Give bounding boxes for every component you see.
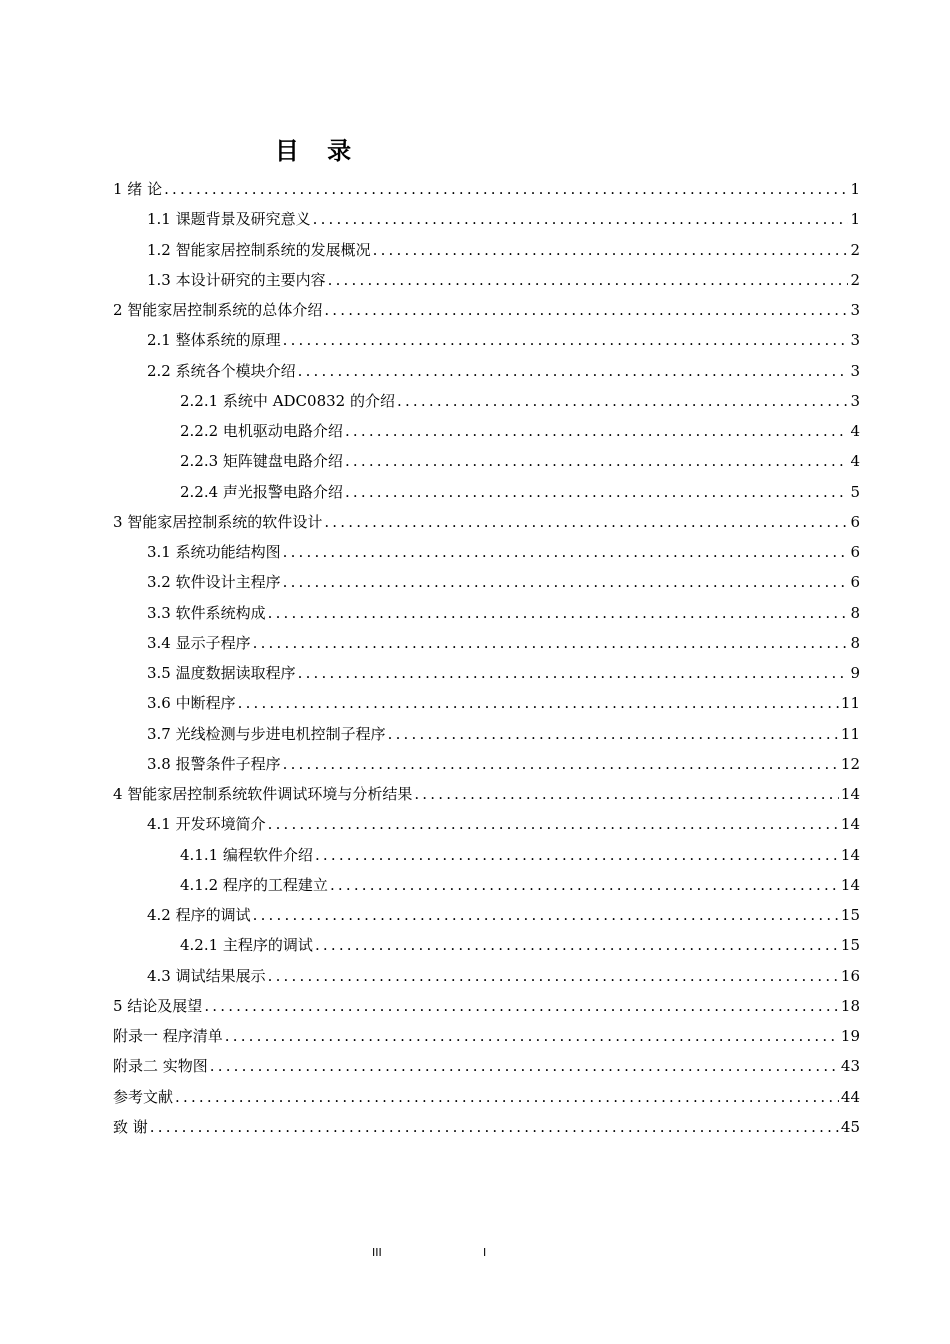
toc-entry-page-number: 1 [850, 210, 860, 229]
toc-entry-page-number: 18 [840, 996, 860, 1015]
toc-entry-page-number: 19 [840, 1027, 860, 1045]
toc-dot-leader [397, 386, 848, 416]
toc-entry-title: 3.2 软件设计主程序 [147, 573, 281, 592]
toc-entry[interactable] [147, 628, 860, 658]
toc-entry-page-number: 1 [850, 180, 860, 198]
toc-dot-leader [298, 356, 848, 386]
toc-entry[interactable] [113, 1082, 860, 1112]
toc-entry-page-number: 44 [840, 1087, 860, 1106]
toc-dot-leader [210, 1051, 839, 1081]
toc-entry-page-number: 3 [850, 361, 860, 380]
toc-entry-title: 3.6 中断程序 [147, 694, 236, 713]
toc-entry-page-number: 11 [840, 724, 860, 743]
toc-entry[interactable] [113, 1021, 860, 1051]
toc-entry-page-number: 43 [840, 1057, 860, 1076]
toc-entry[interactable] [113, 507, 860, 537]
toc-entry-page-number: 15 [840, 936, 860, 955]
toc-entry-title: 3.4 显示子程序 [147, 633, 251, 652]
toc-entry-title: 4.1.1 编程软件介绍 [180, 845, 313, 864]
toc-entry-title: 5 结论及展望 [113, 996, 203, 1015]
toc-dot-leader [283, 325, 848, 355]
toc-entry-title: 4 智能家居控制系统软件调试环境与分析结果 [113, 785, 413, 803]
toc-entry[interactable] [147, 567, 860, 597]
toc-entry[interactable] [147, 900, 860, 930]
toc-dot-leader [324, 507, 848, 537]
toc-dot-leader [268, 961, 839, 991]
toc-entry[interactable] [113, 991, 860, 1021]
toc-entry-page-number: 3 [850, 391, 860, 410]
toc-dot-leader [253, 900, 839, 930]
footer-roman-page-number: III [372, 1246, 382, 1259]
toc-entry-page-number: 2 [850, 270, 860, 289]
toc-entry-title: 2.2.1 系统中 ADC0832 的介绍 [180, 391, 395, 410]
toc-entry[interactable] [147, 809, 860, 839]
toc-entry-title: 3.5 温度数据读取程序 [147, 664, 296, 682]
toc-dot-leader [268, 809, 839, 839]
toc-entry[interactable] [147, 204, 860, 234]
toc-entry-page-number: 8 [850, 633, 860, 652]
toc-entry[interactable] [180, 386, 860, 416]
toc-entry-title: 4.2.1 主程序的调试 [180, 936, 313, 955]
toc-dot-leader [330, 870, 839, 900]
toc-entry-page-number: 8 [850, 603, 860, 622]
toc-entry-title: 1.2 智能家居控制系统的发展概况 [147, 240, 371, 259]
toc-entry-title: 3 智能家居控制系统的软件设计 [113, 512, 323, 531]
toc-entry-page-number: 6 [850, 543, 860, 561]
toc-dot-leader [298, 658, 848, 688]
footer-page-number: I [483, 1246, 487, 1259]
toc-entry[interactable] [180, 930, 860, 960]
toc-entry-title: 3.8 报警条件子程序 [147, 754, 281, 773]
toc-dot-leader [225, 1021, 839, 1051]
toc-dot-leader [373, 235, 848, 265]
toc-entry[interactable] [147, 356, 860, 386]
toc-entry[interactable] [113, 779, 860, 809]
toc-entry[interactable] [147, 749, 860, 779]
toc-entry-title: 1.3 本设计研究的主要内容 [147, 270, 326, 289]
toc-dot-leader [345, 446, 848, 476]
page-title: 目 录 [274, 137, 362, 165]
toc-entry-page-number: 12 [840, 754, 860, 773]
toc-entry-title: 4.3 调试结果展示 [147, 966, 266, 985]
toc-entry-page-number: 3 [850, 301, 860, 319]
toc-dot-leader [324, 295, 848, 325]
toc-entry-title: 2.2.3 矩阵键盘电路介绍 [180, 452, 343, 471]
toc-entry-page-number: 14 [840, 815, 860, 834]
toc-entry-page-number: 3 [850, 331, 860, 350]
toc-dot-leader [283, 749, 839, 779]
toc-entry[interactable] [180, 446, 860, 476]
toc-entry[interactable] [147, 537, 860, 567]
toc-entry-page-number: 11 [840, 694, 860, 713]
toc-entry[interactable] [147, 265, 860, 295]
toc-entry[interactable] [180, 477, 860, 507]
toc-dot-leader [414, 779, 839, 809]
toc-entry-page-number: 14 [840, 875, 860, 894]
toc-entry-title: 2.1 整体系统的原理 [147, 331, 281, 350]
toc-entry[interactable] [147, 658, 860, 688]
toc-entry-title: 致 谢 [113, 1117, 148, 1136]
toc-entry[interactable] [113, 1112, 860, 1142]
toc-dot-leader [328, 265, 848, 295]
toc-entry-title: 4.1.2 程序的工程建立 [180, 875, 328, 894]
toc-entry[interactable] [113, 174, 860, 204]
toc-entry-page-number: 45 [840, 1117, 860, 1136]
toc-dot-leader [268, 598, 848, 628]
toc-entry-title: 2.2.4 声光报警电路介绍 [180, 482, 343, 501]
toc-entry[interactable] [113, 295, 860, 325]
toc-entry-page-number: 14 [840, 845, 860, 864]
toc-entry-page-number: 6 [850, 512, 860, 531]
toc-entry-title: 1.1 课题背景及研究意义 [147, 210, 311, 229]
toc-entry[interactable] [147, 719, 860, 749]
toc-dot-leader [204, 991, 839, 1021]
toc-entry-title: 1 绪 论 [113, 180, 163, 198]
toc-entry-title: 4.1 开发环境简介 [147, 815, 266, 834]
toc-entry[interactable] [180, 416, 860, 446]
toc-dot-leader [283, 567, 848, 597]
toc-dot-leader [253, 628, 848, 658]
toc-dot-leader [283, 537, 848, 567]
toc-dot-leader [345, 477, 848, 507]
toc-dot-leader [315, 930, 839, 960]
toc-entry[interactable] [113, 1051, 860, 1081]
toc-dot-leader [238, 688, 839, 718]
toc-dot-leader [313, 204, 848, 234]
toc-dot-leader [388, 719, 839, 749]
toc-entry-title: 3.1 系统功能结构图 [147, 543, 281, 561]
toc-entry-page-number: 15 [840, 906, 860, 924]
toc-dot-leader [345, 416, 848, 446]
toc-entry-page-number: 4 [850, 422, 860, 440]
toc-entry[interactable] [147, 688, 860, 718]
toc-entry-page-number: 2 [850, 240, 860, 259]
toc-entry[interactable] [147, 961, 860, 991]
toc-dot-leader [175, 1082, 839, 1112]
toc-entry[interactable] [147, 325, 860, 355]
toc-entry-page-number: 9 [850, 664, 860, 682]
toc-entry-page-number: 16 [840, 966, 860, 985]
toc-entry-title: 2.2 系统各个模块介绍 [147, 361, 296, 380]
toc-dot-leader [150, 1112, 839, 1142]
toc-entry-title: 附录二 实物图 [113, 1057, 208, 1076]
toc-dot-leader [315, 840, 839, 870]
toc-entry-title: 4.2 程序的调试 [147, 906, 251, 924]
toc-entry-page-number: 14 [840, 785, 860, 803]
toc-entry-page-number: 6 [850, 573, 860, 592]
toc-entry-title: 3.7 光线检测与步进电机控制子程序 [147, 724, 386, 743]
toc-entry[interactable] [180, 870, 860, 900]
toc-entry[interactable] [180, 840, 860, 870]
toc-entry-title: 2 智能家居控制系统的总体介绍 [113, 301, 323, 319]
toc-entry-title: 3.3 软件系统构成 [147, 603, 266, 622]
toc-dot-leader [164, 174, 848, 204]
toc-entry[interactable] [147, 598, 860, 628]
toc-entry-title: 附录一 程序清单 [113, 1027, 223, 1045]
toc-entry-title: 2.2.2 电机驱动电路介绍 [180, 422, 343, 440]
toc-entry-page-number: 5 [850, 482, 860, 501]
toc-entry-title: 参考文献 [113, 1087, 174, 1106]
toc-entry-page-number: 4 [850, 452, 860, 471]
toc-entry[interactable] [147, 235, 860, 265]
